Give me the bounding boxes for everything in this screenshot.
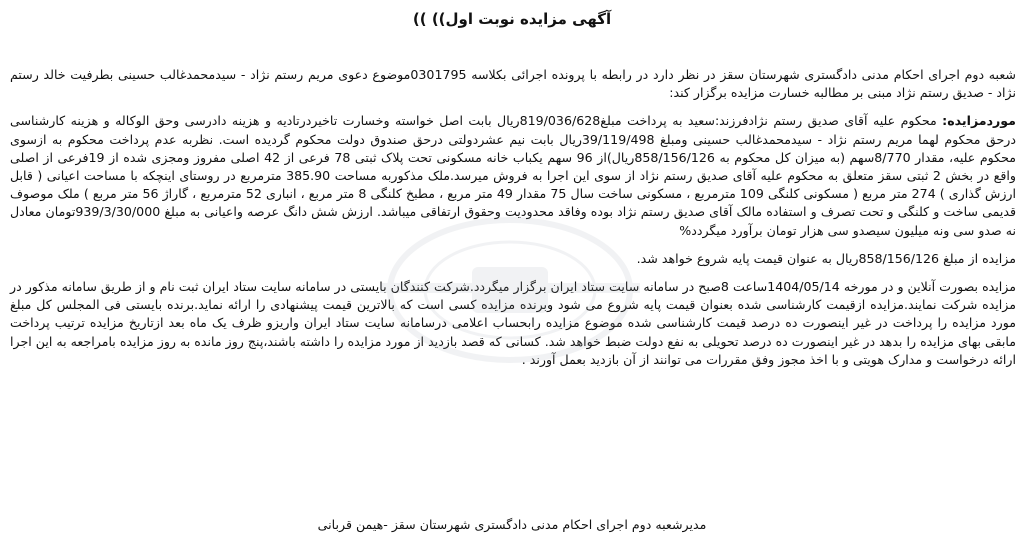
base-price-paragraph: مزایده از مبلغ 858/156/126ریال به عنوان قیمت پایه شروع خواهد شد.: [636, 250, 1016, 266]
conditions-paragraph: مزایده بصورت آنلاین و در مورخه 1404/05/14ساعت 8صبح در سامانه سایت ستاد ایران برگزار میگردد.شرکت کنندگان بایستی در سامانه سایت ستاد ایران ثبت نام و از طریق سامانه مذکور در مزایده شرکت نمایند.مزایده ازقیمت کارشناسی شده بعنوان قیمت پایه شروع می شود وبرنده مزایده کسی است که بالاترین قیمت پیشنهادی را ارائه نماید.برنده بایستی فی المجلس کل مبلغ مورد مزایده را پرداخت در غیر اینصورت ده درصد قیمت کارشناسی شده موضوع مزایده رابحساب اعلامی درسامانه سایت ستاد ایران واریزو ظرف یک ماه بعد ازتاریخ مزایده ترتیب پرداخت مابقی بهای مزایده را بدهد در غیر اینصورت ده درصد تحویلی به نفع دولت ضبط خواهد شد. کسانی که قصد بازدید از مورد مزایده را داشته باشند،پنج روز مانده به روز مزایده بامراجعه به این اجرا ارائه درخواست و مدارک هویتی و با اخذ مجوز وفق مقررات می توانند از آن بازدید بعمل آورند .: [10, 279, 1016, 367]
notice-body: [10, 66, 1016, 379]
subject-paragraph: [10, 112, 1016, 239]
notice-title: آگهی مزایده نوبت اول)) )): [412, 10, 612, 28]
subject-text: محکوم علیه آقای صدیق رستم نژادفرزند:سعید به پرداخت مبلغ819/036/628ریال بابت اصل خواسته وخسارت تاخیردرتادیه و هزینه دادرسی وحق الوکاله و هزینه کارشناسی درحق محکوم لهما مریم رستم نژاد - سیدمحمدغالب حسینی ومبلغ 39/119/498ریال بابت نیم عشردولتی درحق صندوق دولت محکوم گردیده است. نظربه عدم پرداخت محکوم به ازسوی محکوم علیه، مقدار 8/770سهم (به میزان کل محکوم به 858/156/126ریال)از 96 سهم یکباب خانه مسکونی تحت پلاک ثبتی 78 فرعی از 42 اصلی مفروز ومجزی شده از 19فرعی از اصلی واقع در بخش 2 ثبتی سقز متعلق به محکوم علیه آقای صدیق رستم نژاد از سوی این اجرا به فروش میرسد.ملک مذکوربه مساحت 385.90 مترمربع در روستای اینچکه با مساحت اعیانی ( قابل ارزش گذاری ) 274 متر مربع ( مسکونی کلنگی 109 مترمربع ، مسکونی ساخت سال 75 مقدار 49 متر مربع ، مطبخ کلنگی 8 متر مربع ، انباری 52 مترمربع ، گاراژ 56 متر مربع ) ملک موصوف قدیمی ساخت و کلنگی و تحت تصرف و استفاده مالک آقای صدیق رستم نژاد بوده وفاقد محدودیت وحقوق ارتفاقی میباشد. ارزش شش دانگ عرصه واعیانی به مبلغ 939/3/30/000تومان معادل نه صدو سی ونه میلیون سیصدو سی هزار تومان برآورد میگردد%: [10, 113, 1016, 238]
intro-paragraph: شعبه دوم اجرای احکام مدنی دادگستری شهرستان سقز در نظر دارد در رابطه با پرونده اجرائی بکلاسه 0301795موضوع دعوی مریم رستم نژاد - سیدمحمدغالب حسینی بطرفیت خالد رستم نژاد - صدیق رستم نژاد مبنی بر مطالبه خسارت مزایده برگزار کند:: [10, 67, 1016, 101]
subject-label: موردمزایده:: [942, 113, 1016, 129]
signature-line: مدیرشعبه دوم اجرای احکام مدنی دادگستری شهرستان سقز -هیمن قربانی: [317, 517, 707, 532]
